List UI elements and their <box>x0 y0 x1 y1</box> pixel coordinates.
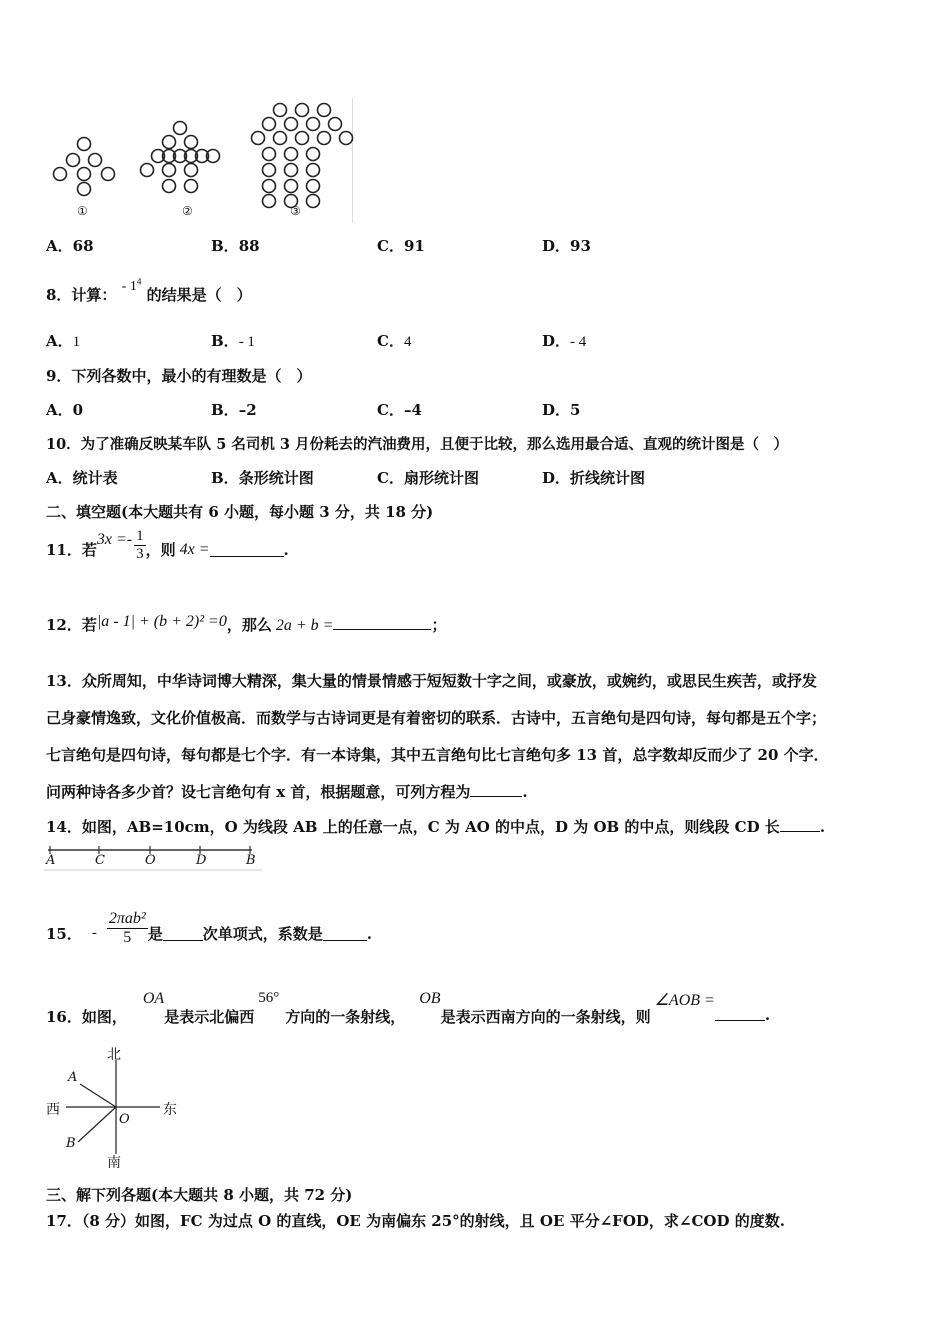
ray-b-label: B <box>66 1136 76 1151</box>
pattern-dot <box>185 180 198 193</box>
q13-answer-blank[interactable] <box>470 782 522 797</box>
q11-question: 11．若 3x =- $\frac{1}{3}$ ，则 4x = . <box>46 528 289 562</box>
section-2-heading: 二、填空题(本大题共有 6 小题，每小题 3 分，共 18 分) <box>46 503 434 521</box>
q14-question: 14．如图，AB=10cm，O 为线段 AB 上的任意一点，C 为 AO 的中点，D 为 OB 的中点，则线段 CD 长 . <box>46 818 826 836</box>
pattern-dot <box>263 118 276 131</box>
q8-option-c[interactable]: C．4 <box>377 332 412 350</box>
pattern-dot <box>263 180 276 193</box>
pattern-dot <box>296 132 309 145</box>
q10-option-b[interactable]: B．条形统计图 <box>211 469 314 487</box>
q13-line-3: 七言绝句是四句诗，每句都是七个字．有一本诗集，其中五言绝句比七言绝句多 13 首，总字数却反而少了 20 个字． <box>46 746 829 764</box>
pattern-dot <box>274 132 287 145</box>
pattern-dot <box>318 132 331 145</box>
pattern-dot <box>78 168 91 181</box>
pattern-dot <box>163 164 176 177</box>
q7-option-d[interactable]: D．93 <box>542 237 591 255</box>
pattern-dot <box>89 154 102 167</box>
point-a-label: A <box>46 853 56 868</box>
ray-a-label: A <box>68 1070 78 1085</box>
pattern-dot <box>340 132 353 145</box>
origin-o-label: O <box>119 1112 130 1127</box>
q12-question: 12．若|a - 1| + (b + 2)² =0，那么 2a + b = ； <box>46 613 447 634</box>
q10-question: 10．为了准确反映某车队 5 名司机 3 月份耗去的汽油费用，且便于比较，那么选用最合适、直观的统计图是（ ） <box>46 436 789 453</box>
point-b-label: B <box>246 853 256 868</box>
q8-option-b[interactable]: B．- 1 <box>211 332 255 350</box>
pattern-label-2: ② <box>182 204 193 218</box>
pattern-dot <box>285 180 298 193</box>
pattern-dot <box>78 138 91 151</box>
pattern-dot <box>307 195 320 208</box>
q9-option-d[interactable]: D．5 <box>542 401 581 419</box>
q7-option-b[interactable]: B．88 <box>211 237 260 255</box>
q7-option-a[interactable]: A．68 <box>46 237 94 255</box>
pattern-dot <box>163 136 176 149</box>
q15-degree-blank[interactable] <box>163 926 203 941</box>
pattern-dot <box>185 164 198 177</box>
q13-line-2: 己身豪情逸致，文化价值极高．而数学与古诗词更是有着密切的联系．古诗中，五言绝句是四句诗，每句都是五个字； <box>46 709 827 727</box>
pattern-dot <box>307 118 320 131</box>
compass-south: 南 <box>107 1155 121 1171</box>
q11-answer-blank[interactable] <box>210 542 284 557</box>
q13-line-4: 问两种诗各多少首？设七言绝句有 x 首，根据题意，可列方程为 . <box>46 783 528 801</box>
segment-figure <box>44 844 264 872</box>
point-c-label: C <box>95 853 105 868</box>
q16-answer-blank[interactable] <box>715 1006 765 1021</box>
q9-option-a[interactable]: A．0 <box>46 401 84 419</box>
q8-option-a[interactable]: A．1 <box>46 332 81 350</box>
compass-west: 西 <box>46 1102 60 1118</box>
q7-option-c[interactable]: C．91 <box>377 237 425 255</box>
pattern-dot <box>67 154 80 167</box>
q9-question: 9．下列各数中，最小的有理数是（ ） <box>46 367 312 385</box>
pattern-dot <box>285 164 298 177</box>
q10-option-d[interactable]: D．折线统计图 <box>542 469 646 487</box>
q14-answer-blank[interactable] <box>780 817 820 832</box>
compass-north: 北 <box>107 1047 121 1063</box>
pattern-dot <box>274 104 287 117</box>
q10-option-c[interactable]: C．扇形统计图 <box>377 469 479 487</box>
pattern-dot <box>54 168 67 181</box>
q17-question: 17．（8 分）如图，FC 为过点 O 的直线，OE 为南偏东 25°的射线，且 OE 平分∠FOD，求∠COD 的度数. <box>46 1212 785 1230</box>
pattern-dot <box>307 148 320 161</box>
pattern-dot <box>296 104 309 117</box>
q8-question: 8．计算： - $1^4$ 的结果是（ ） <box>46 276 252 304</box>
pattern-dot <box>307 180 320 193</box>
section-3-heading: 三、解下列各题(本大题共 8 小题，共 72 分) <box>46 1186 353 1204</box>
dot-pattern-svg <box>44 98 352 223</box>
pattern-dot <box>78 183 91 196</box>
pattern-label-1: ① <box>77 204 88 218</box>
pattern-dot <box>318 104 331 117</box>
pattern-label-3: ③ <box>290 204 301 218</box>
compass-figure <box>44 1044 184 1171</box>
pattern-dot <box>329 118 342 131</box>
q8-expr: - $1^4$ <box>121 276 142 294</box>
pattern-dot <box>185 136 198 149</box>
q15-coefficient-blank[interactable] <box>323 926 367 941</box>
dot-pattern-figure <box>44 98 353 223</box>
q9-option-c[interactable]: C．–4 <box>377 401 422 419</box>
point-d-label: D <box>196 853 207 868</box>
q13-line-1: 13．众所周知，中华诗词博大精深，集大量的情景情感于短短数十字之间，或豪放，或婉约，或思民生疾苦，或抒发 <box>46 672 817 690</box>
pattern-dot <box>141 164 154 177</box>
pattern-dot <box>307 164 320 177</box>
q16-question: 16．如图， OA 是表示北偏西 56° 方向的一条射线， OB 是表示西南方向的一条射线，则 ∠AOB = . <box>46 990 771 1026</box>
q15-question: 15． - $\frac{\text{2πab²}}{5}$ 是 次单项式，系数是 . <box>46 910 372 946</box>
pattern-dot <box>163 180 176 193</box>
pattern-dot <box>102 168 115 181</box>
pattern-dot <box>263 195 276 208</box>
q8-option-d[interactable]: D．- 4 <box>542 332 587 350</box>
q10-option-a[interactable]: A．统计表 <box>46 469 118 487</box>
pattern-dot <box>285 118 298 131</box>
pattern-dot <box>174 122 187 135</box>
q9-option-b[interactable]: B．–2 <box>211 401 257 419</box>
pattern-dot <box>263 148 276 161</box>
compass-east: 东 <box>163 1102 177 1118</box>
q12-answer-blank[interactable] <box>333 615 431 630</box>
point-o-label: O <box>145 853 156 868</box>
pattern-dot <box>263 164 276 177</box>
pattern-dot <box>252 132 265 145</box>
pattern-dot <box>285 148 298 161</box>
